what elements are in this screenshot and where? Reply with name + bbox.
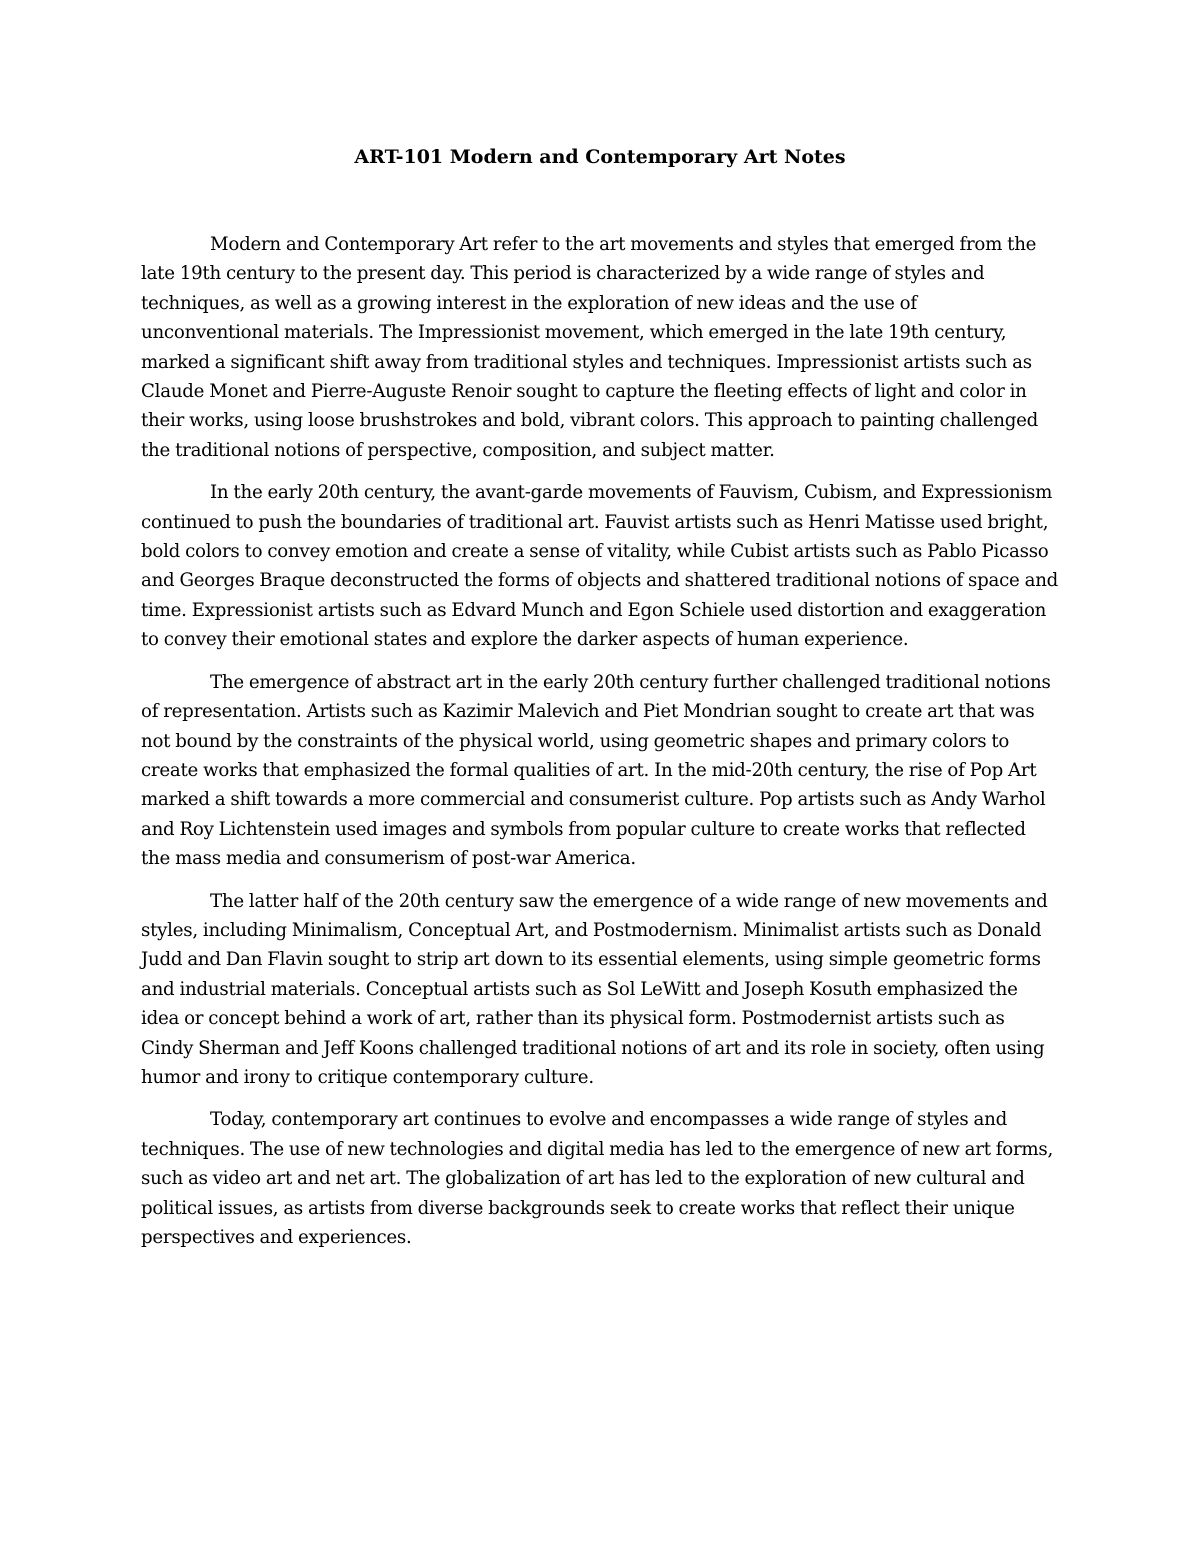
document-title: ART-101 Modern and Contemporary Art Notes [354, 146, 846, 168]
paragraph-5: Today, contemporary art continues to evolve and encompasses a wide range of styles and techniques. The use of new technologies and digital media has led to the emergence of new art forms, such as video art and net art. The globalization of art has led to the exploration of new cultural and political issues, as artists from diverse backgrounds seek to create works that reflect their unique perspectives and experiences. [141, 1109, 1054, 1248]
paragraph-4: The latter half of the 20th century saw the emergence of a wide range of new movements and styles, including Minimalism, Conceptual Art, and Postmodernism. Minimalist artists such as Donald Judd and Dan Flavin sought to strip art down to its essential elements, using simple geometric forms and industrial materials. Conceptual artists such as Sol LeWitt and Joseph Kosuth emphasized the idea or concept behind a work of art, rather than its physical form. Postmodernist artists such as Cindy Sherman and Jeff Koons challenged traditional notions of art and its role in society, often using humor and irony to critique contemporary culture. [141, 890, 1048, 1088]
paragraph-3: The emergence of abstract art in the early 20th century further challenged traditional notions of representation. Artists such as Kazimir Malevich and Piet Mondrian sought to create art that was not bound by the constraints of the physical world, using geometric shapes and primary colors to create works that emphasized the formal qualities of art. In the mid-20th century, the rise of Pop Art marked a shift towards a more commercial and consumerist culture. Pop artists such as Andy Warhol and Roy Lichtenstein used images and symbols from popular culture to create works that reflected the mass media and consumerism of post-war America. [141, 671, 1051, 870]
paragraph-2: In the early 20th century, the avant-garde movements of Fauvism, Cubism, and Expressionism continued to push the boundaries of traditional art. Fauvist artists such as Henri Matisse used bright, bold colors to convey emotion and create a sense of vitality, while Cubist artists such as Pablo Picasso and Georges Braque deconstructed the forms of objects and shattered traditional notions of space and time. Expressionist artists such as Edvard Munch and Egon Schiele used distortion and exaggeration to convey their emotional states and explore the darker aspects of human experience. [141, 482, 1059, 651]
paragraph-1: Modern and Contemporary Art refer to the art movements and styles that emerged from the late 19th century to the present day. This period is characterized by a wide range of styles and techniques, as well as a growing interest in the exploration of new ideas and the use of unconventional materials. The Impressionist movement, which emerged in the late 19th century, marked a significant shift away from traditional styles and techniques. Impressionist artists such as Claude Monet and Pierre-Auguste Renoir sought to capture the fleeting effects of light and color in their works, using loose brushstrokes and bold, vibrant colors. This approach to painting challenged the traditional notions of perspective, composition, and subject matter. [141, 234, 1039, 461]
document-body [141, 230, 1059, 1265]
